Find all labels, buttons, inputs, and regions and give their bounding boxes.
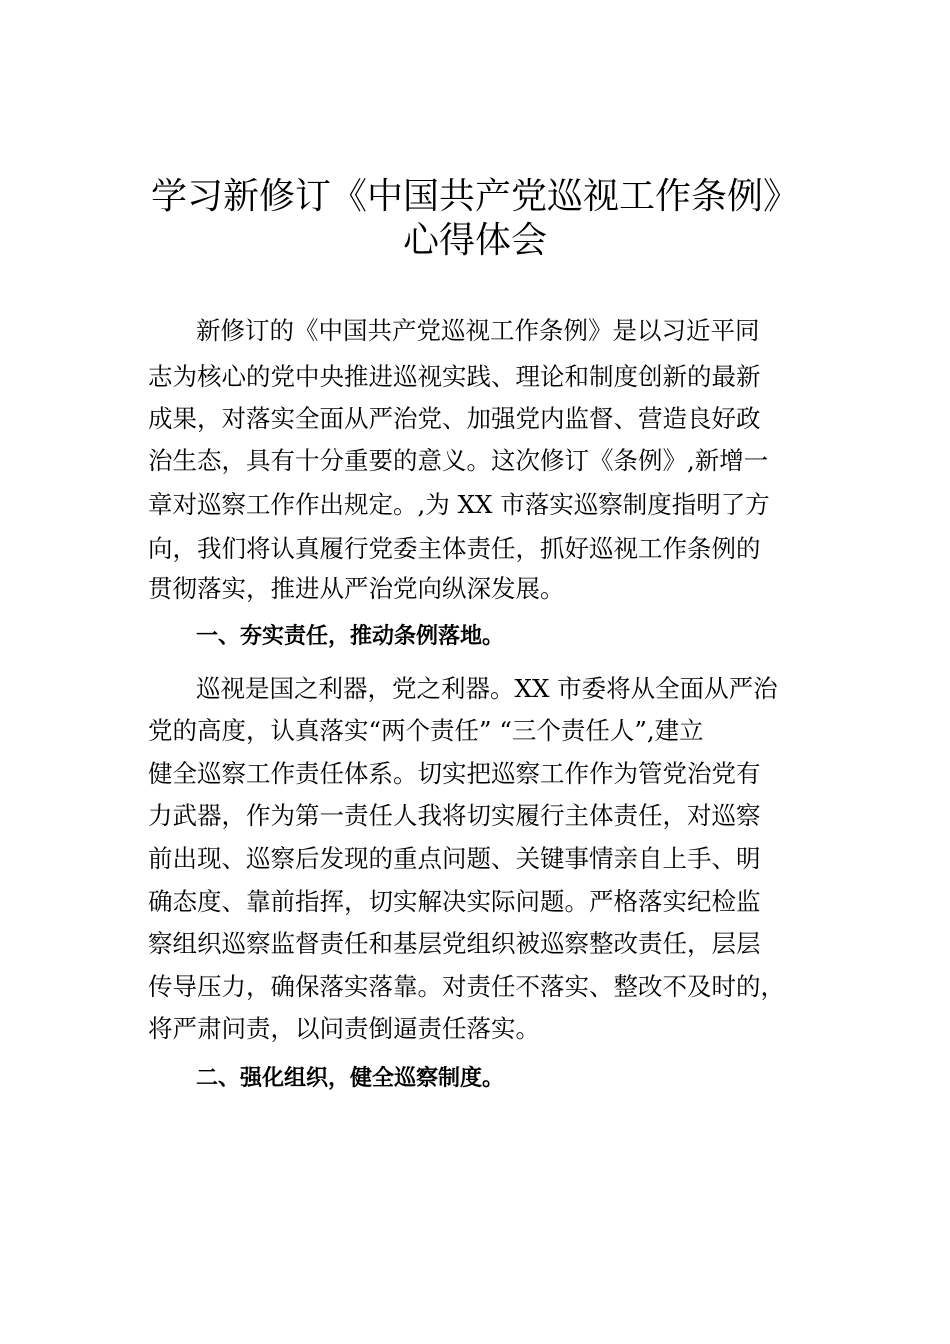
- paragraph-2-line: 确态度、靠前指挥，切实解决实际问题。严格落实纪检监: [148, 887, 761, 916]
- paragraph-1-line: 志为核心的党中央推进巡视实践、理论和制度创新的最新: [148, 362, 761, 391]
- paragraph-2-line: 将严肃问责，以问责倒逼责任落实。: [148, 1014, 540, 1043]
- paragraph-1-line: 成果，对落实全面从严治党、加强党内监督、营造良好政: [148, 404, 761, 433]
- paragraph-2-line: 党的高度，认真落实“两个责任” “三个责任人”,建立: [148, 716, 704, 745]
- paragraph-1-line: 新修订的《中国共产党巡视工作条例》是以习近平同: [196, 316, 760, 345]
- paragraph-1-line: 章对巡察工作作出规定。,为 XX 市落实巡察制度指明了方: [148, 490, 770, 519]
- paragraph-1-line: 贯彻落实，推进从严治党向纵深发展。: [148, 574, 565, 603]
- paragraph-2-line: 健全巡察工作责任体系。切实把巡察工作作为管党治党有: [148, 759, 761, 788]
- paragraph-2-line: 传导压力，确保落实落靠。对责任不落实、整改不及时的，: [148, 972, 785, 1001]
- paragraph-2-line: 巡视是国之利器，党之利器。XX 市委将从全面从严治: [196, 674, 778, 703]
- section-heading-1: 一、夯实责任，推动条例落地。: [196, 624, 505, 649]
- section-heading-2: 二、强化组织，健全巡察制度。: [196, 1066, 505, 1091]
- paragraph-2-line: 前出现、巡察后发现的重点问题、关键事情亲自上手、明: [148, 844, 761, 873]
- document-title-line1: 学习新修订《中国共产党巡视工作条例》: [150, 176, 799, 217]
- paragraph-2-line: 力武器，作为第一责任人我将切实履行主体责任，对巡察: [148, 801, 761, 830]
- document-title-line2: 心得体会: [402, 220, 547, 261]
- paragraph-1-line: 向，我们将认真履行党委主体责任，抓好巡视工作条例的: [148, 534, 761, 563]
- paragraph-1-line: 治生态，具有十分重要的意义。这次修订《条例》,新增一: [148, 446, 769, 475]
- paragraph-2-line: 察组织巡察监督责任和基层党组织被巡察整改责任，层层: [148, 929, 761, 958]
